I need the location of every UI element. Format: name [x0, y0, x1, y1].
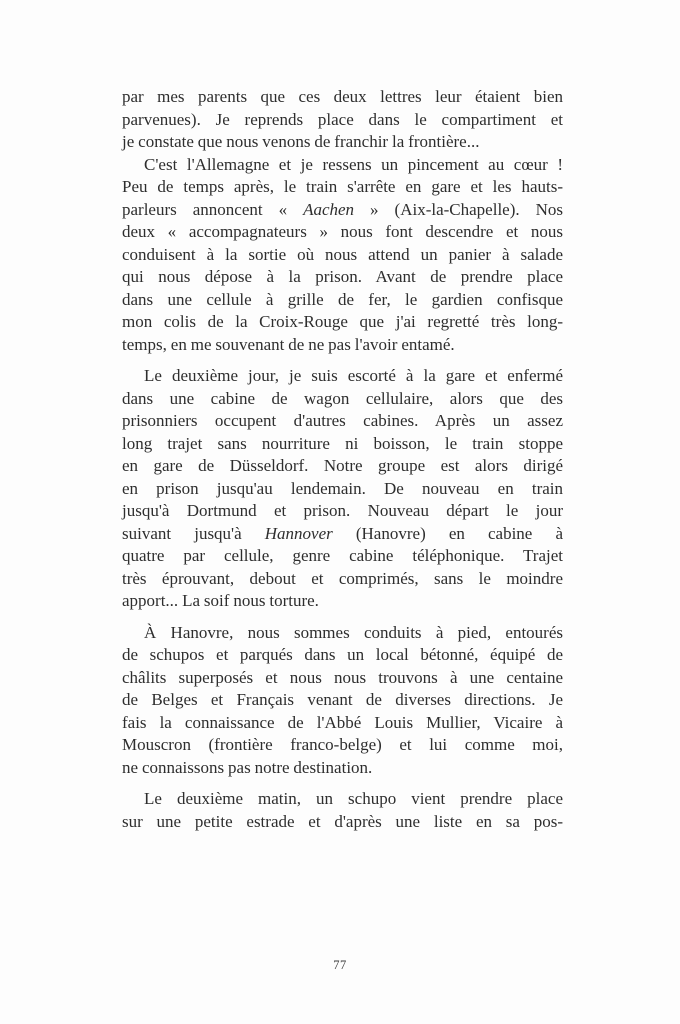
italic-text-run: Aachen: [303, 199, 355, 219]
text-run: long trajet sans nourriture ni boisson, le train stoppe: [122, 433, 563, 453]
text-run: ne connaissons pas notre destination.: [122, 757, 373, 777]
text-run: parleurs annoncent «: [122, 199, 304, 219]
text-line: [122, 455, 563, 478]
text-line: [122, 289, 563, 312]
page-text-block: [122, 86, 563, 833]
text-line: [122, 109, 563, 132]
text-run: quatre par cellule, genre cabine téléphonique. Trajet: [122, 546, 563, 565]
text-line: [122, 388, 563, 411]
text-line: [122, 176, 563, 199]
text-run: Le deuxième matin, un schupo vient prendre place: [144, 789, 563, 808]
text-run: Mouscron (frontière franco-belge) et lui comme moi,: [122, 735, 563, 754]
text-run: sur une petite estrade et d'après une liste en sa pos-: [122, 811, 563, 831]
paragraph: [122, 365, 563, 613]
text-run: jusqu'à Dortmund et prison. Nouveau départ le jour: [122, 501, 563, 520]
text-run: de Belges et Français venant de diverses directions. Je: [122, 690, 563, 709]
text-run: C'est l'Allemagne et je ressens un pincement au cœur !: [144, 154, 563, 174]
text-line: [122, 712, 563, 735]
text-line: [122, 410, 563, 433]
text-run: Peu de temps après, le train s'arrête en gare et les hauts-: [122, 177, 563, 196]
text-line: [122, 757, 563, 780]
page-number: 77: [333, 958, 347, 972]
text-line: [122, 622, 563, 645]
text-run: parvenues). Je reprends place dans le compartiment et: [122, 109, 563, 129]
text-run: dans une cabine de wagon cellulaire, alors que des: [122, 388, 563, 408]
text-line: [122, 811, 563, 834]
text-run: fais la connaissance de l'Abbé Louis Mullier, Vicaire à: [122, 712, 563, 732]
text-run: suivant jusqu'à: [122, 523, 265, 543]
text-line: [122, 311, 563, 334]
text-run: en gare de Düsseldorf. Notre groupe est alors dirigé: [122, 456, 563, 475]
text-line: [122, 734, 563, 757]
paragraph: [122, 788, 563, 833]
text-run: conduisent à la sortie où nous attend un panier à salade: [122, 244, 563, 264]
text-run: temps, en me souvenant de ne pas l'avoir entamé.: [122, 334, 455, 354]
paragraph: [122, 622, 563, 780]
text-run: de schupos et parqués dans un local bétonné, équipé de: [122, 645, 563, 664]
text-run: apport... La soif nous torture.: [122, 591, 319, 610]
text-line: [122, 500, 563, 523]
text-line: [122, 689, 563, 712]
text-run: deux « accompagnateurs » nous font descendre et nous: [122, 222, 563, 241]
text-line: [122, 644, 563, 667]
text-run: en prison jusqu'au lendemain. De nouveau en train: [122, 478, 563, 498]
text-line: [122, 545, 563, 568]
italic-text-run: Hannover: [264, 523, 333, 543]
text-line: [122, 568, 563, 591]
text-run: je constate que nous venons de franchir la frontière...: [122, 132, 480, 151]
text-line: [122, 266, 563, 289]
text-line: [122, 154, 563, 177]
text-line: [122, 244, 563, 267]
text-line: [122, 788, 563, 811]
text-run: mon colis de la Croix-Rouge que j'ai regretté très long-: [122, 312, 563, 331]
text-line: [122, 590, 563, 613]
text-run: (Hanovre) en cabine à: [332, 523, 563, 543]
paragraph: [122, 154, 563, 357]
text-line: [122, 334, 563, 357]
text-run: châlits superposés et nous nous trouvons à une centaine: [122, 667, 563, 687]
text-run: » (Aix-la-Chapelle). Nos: [354, 199, 563, 219]
text-line: [122, 131, 563, 154]
text-run: Le deuxième jour, je suis escorté à la gare et enfermé: [144, 366, 563, 385]
text-line: [122, 365, 563, 388]
text-run: très éprouvant, debout et comprimés, sans le moindre: [122, 568, 563, 588]
text-line: [122, 523, 563, 546]
text-line: [122, 221, 563, 244]
text-run: prisonniers occupent d'autres cabines. Après un assez: [122, 411, 563, 430]
text-run: À Hanovre, nous sommes conduits à pied, entourés: [144, 622, 563, 642]
text-run: par mes parents que ces deux lettres leur étaient bien: [122, 87, 563, 106]
text-line: [122, 478, 563, 501]
paragraph: [122, 86, 563, 154]
text-run: qui nous dépose à la prison. Avant de prendre place: [122, 267, 563, 286]
text-line: [122, 667, 563, 690]
text-line: [122, 199, 563, 222]
text-line: [122, 86, 563, 109]
text-run: dans une cellule à grille de fer, le gardien confisque: [122, 289, 563, 309]
text-line: [122, 433, 563, 456]
